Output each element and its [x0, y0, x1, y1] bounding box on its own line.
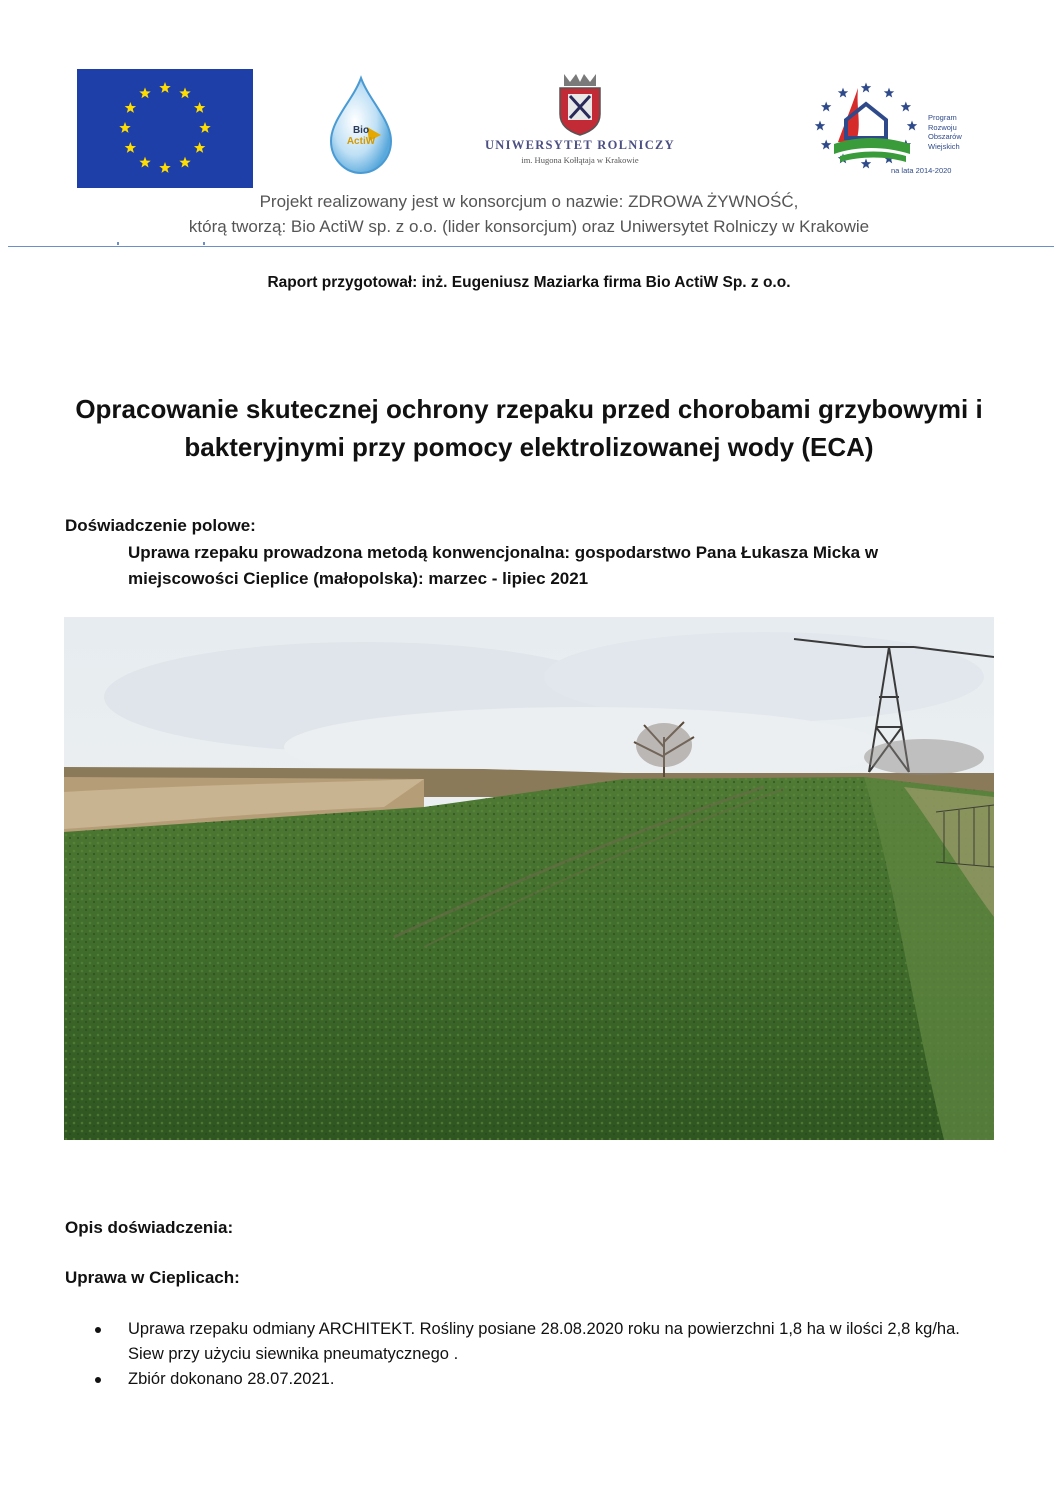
bullet-icon	[95, 1327, 101, 1333]
prow-program-logo	[806, 80, 986, 180]
university-name: UNIWERSYTET ROLNICZY	[484, 138, 676, 152]
prow-star-icon	[821, 140, 831, 150]
header-divider	[8, 246, 1054, 247]
list-item	[90, 1317, 990, 1367]
header-divider-tick	[203, 242, 205, 245]
list-item-text: Uprawa rzepaku odmiany ARCHITEKT. Rośliny posiane 28.08.2020 roku na powierzchni 1,8 ha w ilości 2,8 kg/ha. Siew przy użyciu siewnika pneumatycznego .	[128, 1320, 960, 1363]
prow-line: Obszarów	[928, 132, 962, 141]
prow-star-icon	[861, 83, 871, 93]
list-item-text: Zbiór dokonano 28.07.2021.	[128, 1370, 335, 1388]
prow-line: Rozwoju	[928, 122, 957, 132]
document-title: Opracowanie skutecznej ochrony rzepaku przed chorobami grzybowymi i bakteryjnymi przy pomocy elektrolizowanej wody (ECA)	[75, 394, 983, 462]
description-heading: Opis doświadczenia:	[65, 1218, 234, 1237]
list-item	[90, 1367, 990, 1392]
cultivation-heading: Uprawa w Cieplicach:	[65, 1268, 240, 1287]
university-subtitle: im. Hugona Kołłątaja w Krakowie	[521, 155, 639, 165]
field-experiment-label: Doświadczenie polowe:	[65, 516, 256, 535]
bio-logo-line2: ActiW	[346, 136, 376, 147]
prow-line: Wiejskich	[928, 141, 960, 151]
field-photo-image	[64, 617, 994, 1140]
consortium-line-2: którą tworzą: Bio ActiW sp. z o.o. (lider konsorcjum) oraz Uniwersytet Rolniczy w Krakowie	[188, 217, 870, 236]
bio-actiw-logo	[323, 75, 399, 177]
report-author: Raport przygotował: inż. Eugeniusz Maziarka firma Bio ActiW Sp. z o.o.	[267, 274, 791, 291]
eu-flag-logo	[77, 69, 253, 188]
prow-star-icon	[821, 102, 831, 112]
prow-years: na lata 2014-2020	[891, 166, 952, 175]
bio-actiw-wordmark	[323, 125, 399, 147]
prow-star-icon	[884, 88, 894, 98]
prow-star-icon	[861, 159, 871, 169]
prow-star-icon	[815, 121, 825, 131]
prow-star-icon	[907, 121, 917, 131]
eu-stars-icon	[77, 69, 253, 188]
consortium-line-1: Projekt realizowany jest w konsorcjum o nazwie: ZDROWA ŻYWNOŚĆ,	[259, 192, 799, 211]
prow-program-name	[928, 113, 988, 151]
header-divider-tick	[117, 242, 119, 245]
cultivation-details-list	[90, 1317, 990, 1392]
bullet-icon	[95, 1377, 101, 1383]
rapeseed-field-photo	[64, 617, 994, 1140]
prow-star-icon	[838, 88, 848, 98]
field-experiment-description: Uprawa rzepaku prowadzona metodą konwencjonalna: gospodarstwo Pana Łukasza Micka w miejscowości Cieplice (małopolska): marzec - lipiec 2021	[128, 543, 879, 588]
prow-line: Program	[928, 113, 957, 122]
bio-logo-line1: Bio	[352, 125, 370, 136]
university-logo	[480, 72, 680, 168]
university-crest-icon	[550, 72, 610, 136]
prow-star-icon	[901, 102, 911, 112]
prow-emblem-icon	[806, 80, 926, 170]
